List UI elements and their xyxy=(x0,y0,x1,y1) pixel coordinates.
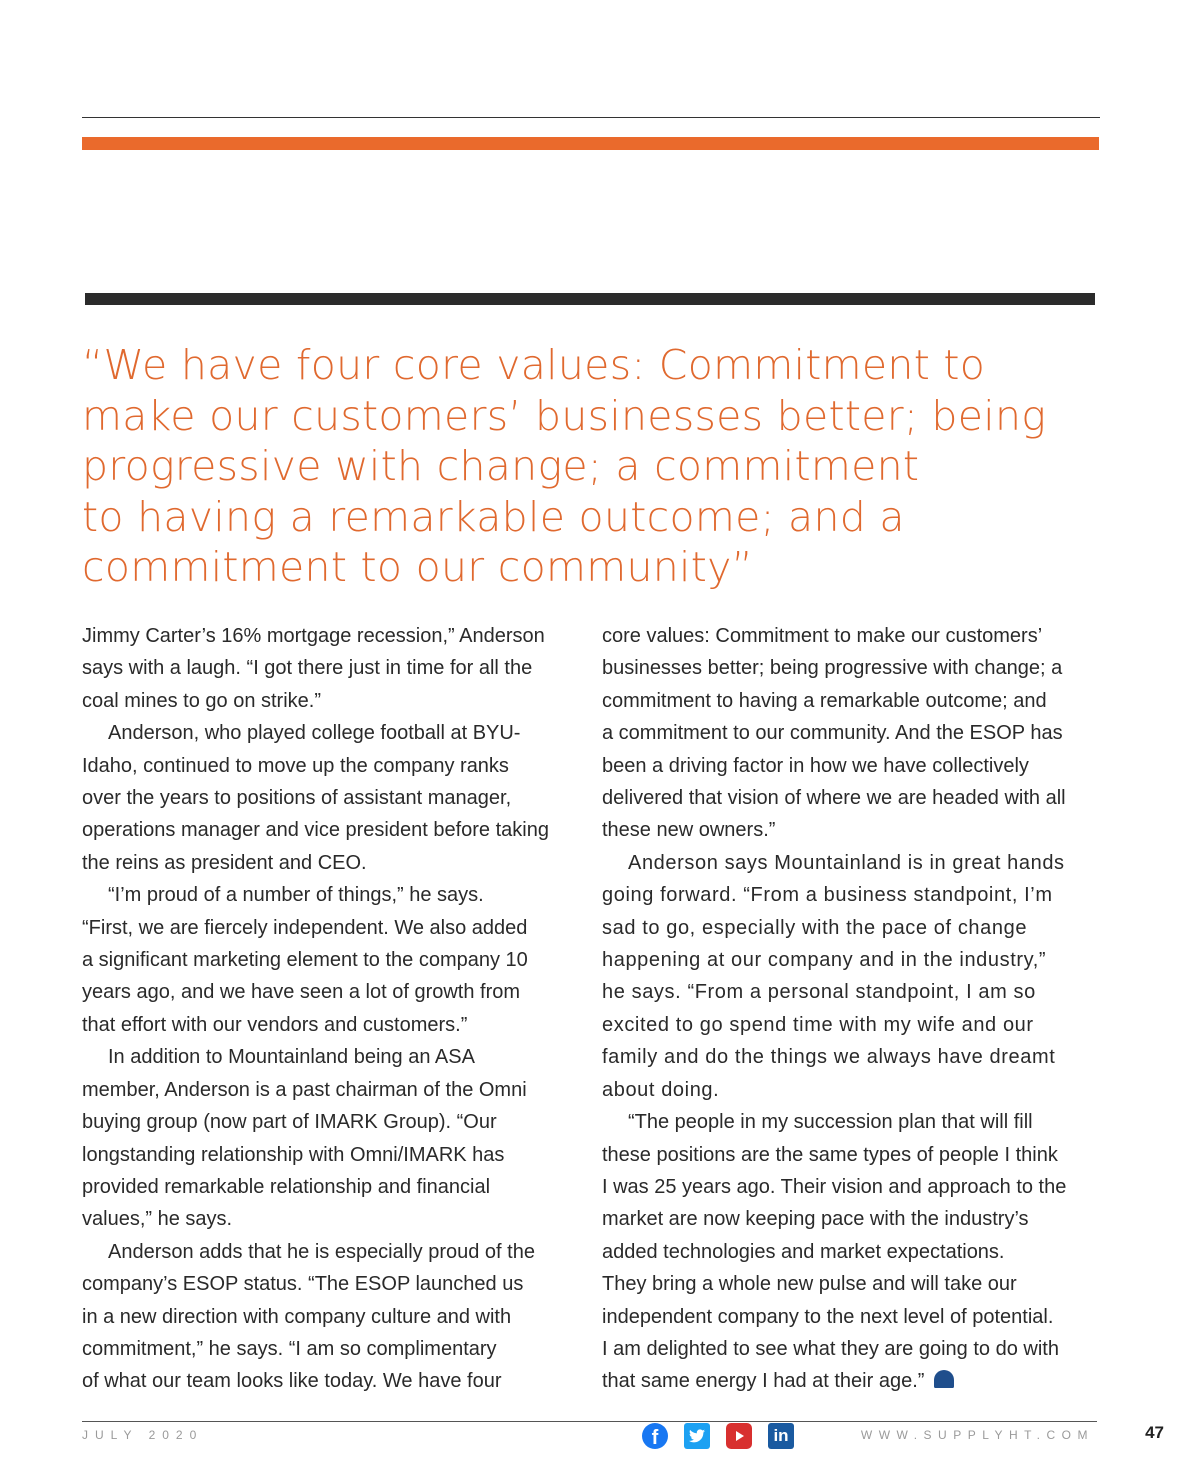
header-thin-rule xyxy=(82,117,1100,118)
article-line: company’s ESOP status. “The ESOP launched us xyxy=(82,1273,524,1296)
article-line: buying group (now part of IMARK Group). “Our xyxy=(82,1111,497,1134)
article-line: Anderson adds that he is especially proud of the xyxy=(108,1240,535,1263)
article-line: member, Anderson is a past chairman of the Omni xyxy=(82,1078,527,1101)
article-line: market are now keeping pace with the industry’s xyxy=(602,1208,1029,1231)
youtube-icon[interactable] xyxy=(726,1423,752,1449)
article-line: delivered that vision of where we are headed with all xyxy=(602,787,1066,810)
article-line: a commitment to our community. And the ESOP has xyxy=(602,722,1063,745)
header-black-bar xyxy=(85,293,1095,305)
article-line: coal mines to go on strike.” xyxy=(82,689,321,712)
article-line: commitment,” he says. “I am so complimentary xyxy=(82,1337,497,1360)
article-line: family and do the things we always have dreamt xyxy=(602,1046,1056,1069)
article-line: “The people in my succession plan that will fill xyxy=(628,1111,1033,1134)
article-line: that effort with our vendors and customers.” xyxy=(82,1013,468,1036)
article-line: independent company to the next level of potential. xyxy=(602,1305,1054,1328)
article-line: Anderson, who played college football at BYU- xyxy=(108,722,521,745)
article-line: “First, we are fiercely independent. We also added xyxy=(82,916,528,939)
article-line: “I’m proud of a number of things,” he says. xyxy=(108,884,484,907)
article-line: operations manager and vice president before taking xyxy=(82,819,549,842)
twitter-bird-glyph xyxy=(689,1429,705,1443)
article-line: values,” he says. xyxy=(82,1208,233,1231)
article-line: Idaho, continued to move up the company ranks xyxy=(82,754,509,777)
article-line: Jimmy Carter’s 16% mortgage recession,” Anderson xyxy=(82,625,545,647)
footer-rule xyxy=(82,1421,1097,1422)
article-line: sad to go, especially with the pace of change xyxy=(602,916,1028,939)
article-line: these new owners.” xyxy=(602,819,776,842)
article-line: a significant marketing element to the company 10 xyxy=(82,949,528,972)
article-line-final xyxy=(602,1365,1102,1397)
article-line: longstanding relationship with Omni/IMARK has xyxy=(82,1143,505,1166)
article-line: says with a laugh. “I got there just in time for all the xyxy=(82,657,533,680)
header-orange-bar xyxy=(82,137,1099,150)
article-line: these positions are the same types of people I think xyxy=(602,1143,1058,1166)
article-left-column xyxy=(82,620,582,1398)
article-line: commitment to having a remarkable outcome; and xyxy=(602,689,1047,712)
article-line: Anderson says Mountainland is in great hands xyxy=(628,851,1065,874)
article-line-text: that same energy I had at their age.” xyxy=(602,1370,925,1393)
article-right-column xyxy=(602,620,1102,1398)
article-line: happening at our company and in the industry,” xyxy=(602,949,1047,972)
linkedin-icon[interactable]: in xyxy=(768,1423,794,1449)
article-line: of what our team looks like today. We have four xyxy=(82,1370,502,1393)
article-line: businesses better; being progressive with change; a xyxy=(602,657,1063,680)
article-line: in a new direction with company culture and with xyxy=(82,1305,512,1328)
article-line: I am delighted to see what they are going to do with xyxy=(602,1337,1059,1360)
article-line: been a driving factor in how we have collectively xyxy=(602,754,1029,777)
article-line: years ago, and we have seen a lot of growth from xyxy=(82,981,521,1004)
pull-quote-line: “We have four core values: Commitment to xyxy=(82,341,986,389)
article-line: about doing. xyxy=(602,1078,720,1101)
twitter-icon[interactable] xyxy=(684,1423,710,1449)
page-number: 47 xyxy=(1145,1423,1164,1442)
article-line: going forward. “From a business standpoint, I’m xyxy=(602,884,1053,907)
end-of-story-icon xyxy=(934,1370,954,1388)
article-line: he says. “From a personal standpoint, I am so xyxy=(602,981,1036,1004)
website-url: WWW.SUPPLYHT.COM xyxy=(860,1428,1094,1442)
issue-date: JULY 2020 xyxy=(82,1428,204,1442)
pull-quote-line: make our customers’ businesses better; being xyxy=(82,391,1047,440)
pull-quote xyxy=(82,340,1102,593)
facebook-icon[interactable]: f xyxy=(642,1423,668,1449)
article-line: excited to go spend time with my wife and our xyxy=(602,1013,1034,1036)
article-line: over the years to positions of assistant manager, xyxy=(82,787,512,810)
pull-quote-line: to having a remarkable outcome; and a xyxy=(82,492,905,541)
social-links xyxy=(642,1423,794,1449)
article-line: In addition to Mountainland being an ASA xyxy=(108,1046,475,1069)
pull-quote-line: progressive with change; a commitment xyxy=(82,442,920,490)
youtube-play-glyph xyxy=(732,1429,746,1443)
article-line: the reins as president and CEO. xyxy=(82,851,367,874)
article-line: core values: Commitment to make our customers’ xyxy=(602,625,1043,647)
article-line: I was 25 years ago. Their vision and approach to the xyxy=(602,1175,1067,1198)
article-line: added technologies and market expectations. xyxy=(602,1240,1005,1263)
pull-quote-line: commitment to our community” xyxy=(82,543,754,591)
article-line: They bring a whole new pulse and will take our xyxy=(602,1273,1017,1296)
article-line: provided remarkable relationship and financial xyxy=(82,1175,491,1198)
